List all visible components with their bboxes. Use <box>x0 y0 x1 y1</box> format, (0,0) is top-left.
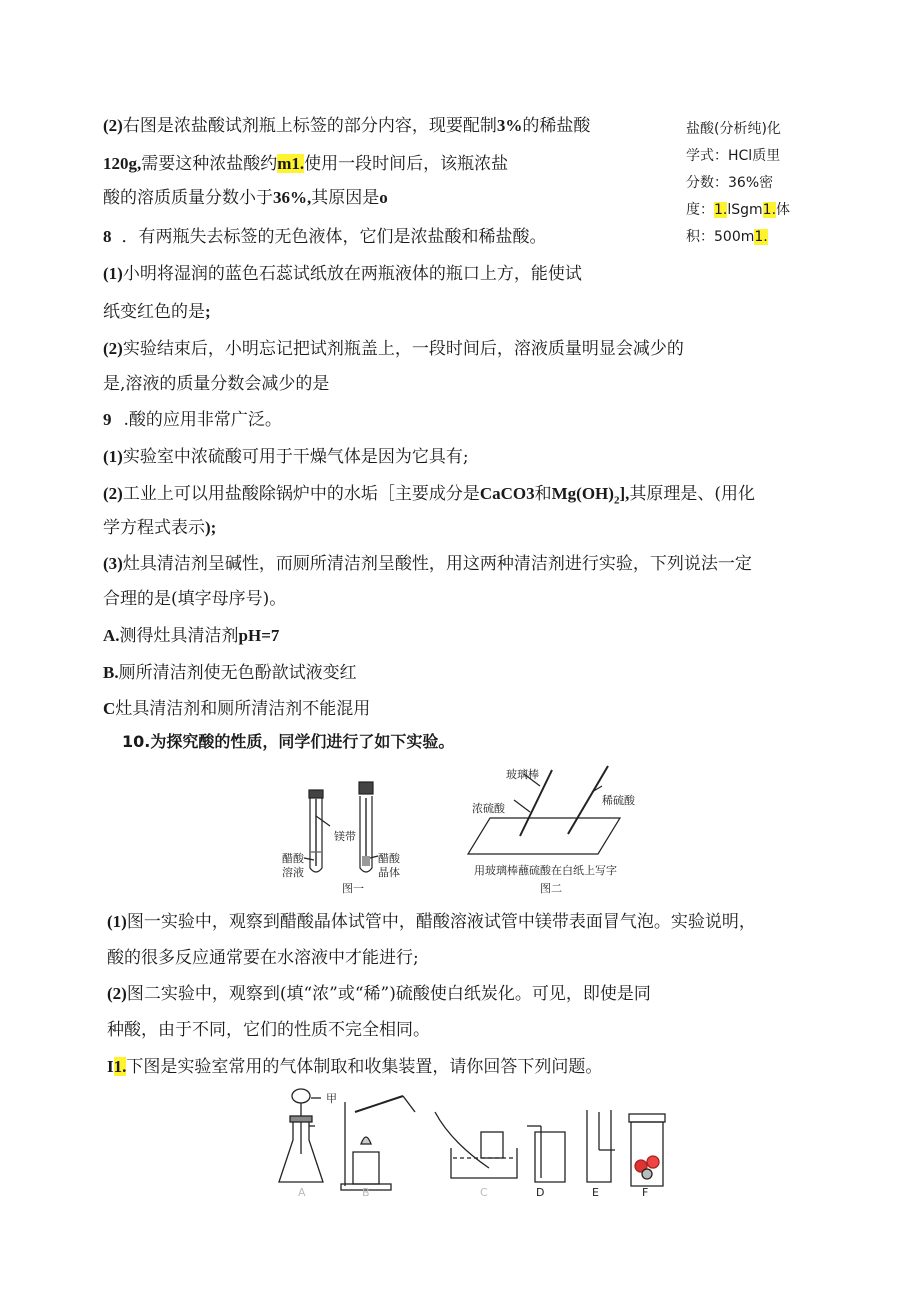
q11-stem <box>107 1055 602 1079</box>
apparatus-f-jar <box>629 1114 665 1186</box>
q9-p2-cont: 学方程式表示 <box>103 518 205 538</box>
q9-subscript: 2 <box>613 494 620 507</box>
q8-number: 8 <box>103 227 112 246</box>
label-volume-hl: 1. <box>754 229 768 245</box>
fig1-label-mg: 镁带 <box>334 830 356 843</box>
q9-option-a <box>103 624 279 648</box>
fig1-label-right-2: 晶体 <box>378 866 400 879</box>
label-line-1: 盐酸(分析纯)化 <box>686 121 781 137</box>
q9-formula-mgoh: Mg(OH) <box>551 484 614 503</box>
label-density-hl-2: 1. <box>762 202 777 218</box>
q9-option-c-letter: C <box>103 699 116 718</box>
q11-text: 下图是实验室常用的气体制取和收集装置，请你回答下列问题。 <box>126 1057 603 1077</box>
q9-p3-text: 灶具清洁剂呈碱性，而厕所清洁剂呈酸性，用这两种清洁剂进行实验，下列说法一定 <box>122 554 752 574</box>
label-line-5 <box>686 224 796 251</box>
q9-bracket-close: ], <box>619 484 630 503</box>
fig1-caption: 图一 <box>342 882 364 895</box>
q7-text-2-tail: 使用一段时间后，该瓶浓盐 <box>304 154 509 174</box>
q9-option-b-letter: B. <box>103 663 119 682</box>
q9-option-a-value: pH=7 <box>238 626 280 645</box>
q8-part-1 <box>103 262 582 286</box>
q8-p1-text: 小明将湿润的蓝色石蕊试纸放在两瓶液体的瓶口上方，能使试 <box>122 264 582 284</box>
q7-text: 右图是浓盐酸试剂瓶上标签的部分内容，现要配制 <box>122 116 497 136</box>
q9-p1-text: 实验室中浓硫酸可用于干燥气体是因为它具有; <box>122 447 469 467</box>
apparatus-d-bottle <box>527 1126 565 1182</box>
q9-option-a-text: 测得灶具清洁剂 <box>119 626 239 646</box>
q8-p2-number: (2) <box>103 339 123 358</box>
apparatus-label-d: D <box>536 1186 545 1199</box>
q9-number: 9 <box>103 410 112 429</box>
q9-option-a-letter: A. <box>103 626 120 645</box>
apparatus-label-a: A <box>298 1186 306 1199</box>
q11-number-highlight: 1. <box>113 1057 127 1076</box>
fig2-label-conc: 浓硫酸 <box>472 802 505 815</box>
q8-p2-text: 实验结束后，小明忘记把试剂瓶盖上，一段时间后，溶液质量明显会减少的 <box>122 339 684 359</box>
q7-percent: 3% <box>496 116 523 135</box>
q10-heading: 10.为探究酸的性质，同学们进行了如下实验。 <box>122 732 455 751</box>
label-line-3: 分数：36%密 <box>686 175 774 191</box>
apparatus-c-trough <box>435 1112 517 1178</box>
q8-p1-cont: 纸变红色的是 <box>103 302 205 322</box>
left-tube-stopper <box>309 790 323 798</box>
fig2-label-rod: 玻璃棒 <box>506 768 539 781</box>
q8-p2-cont: 是,溶液的质量分数会减少的是 <box>103 374 330 394</box>
q7-text-tail: 的稀盐酸 <box>522 116 591 136</box>
q9-part-2 <box>103 482 755 512</box>
q9-part-2-cont <box>103 516 216 540</box>
fig2-label-dil: 稀硫酸 <box>602 794 635 807</box>
q9-p2-text: 工业上可以用盐酸除锅炉中的水垢［主要成分是 <box>122 484 480 504</box>
white-paper <box>468 818 620 854</box>
apparatus-label-b: B <box>362 1186 370 1199</box>
q10-p1-number: (1) <box>107 912 127 931</box>
apparatus-label-e: E <box>592 1186 599 1199</box>
label-volume-prefix: 积：500m <box>686 229 755 245</box>
label-line-4 <box>686 197 796 224</box>
label-density-hl-1: 1. <box>714 202 728 218</box>
q9-option-c-text: 灶具清洁剂和厕所清洁剂不能混用 <box>115 699 371 719</box>
q7-mass: 120g, <box>103 154 142 173</box>
apparatus-b-heating <box>341 1096 415 1190</box>
q10-p1-text: 图一实验中，观察到醋酸晶体试管中，醋酸溶液试管中镁带表面冒气泡。实验说明， <box>126 912 756 932</box>
q9-formula-caco3: CaCO3 <box>479 484 535 503</box>
q7-unit-highlight: m1. <box>277 154 305 173</box>
q10-p1-cont: 酸的很多反应通常要在水溶液中才能进行; <box>107 948 419 968</box>
q9-p2-number: (2) <box>103 484 123 503</box>
q9-part-3 <box>103 552 752 576</box>
label-density-suffix: 体 <box>776 202 791 218</box>
q9-stem <box>103 408 282 432</box>
q7-end-mark: o <box>379 188 388 207</box>
q7-text-3-tail: 其原因是 <box>311 188 380 208</box>
q9-option-b <box>103 661 357 685</box>
q9-and: 和 <box>534 484 552 504</box>
fig1-label-right-1: 醋酸 <box>378 852 400 865</box>
q8-p1-number: (1) <box>103 264 123 283</box>
q8-p1-end: ; <box>205 302 211 321</box>
apparatus-label-jia: 甲 <box>326 1092 337 1105</box>
q9-p2-tail: 其原理是、(用化 <box>629 484 755 504</box>
q8-part-2-cont <box>103 372 329 396</box>
q10-p2-cont: 种酸，由于不同，它们的性质不完全相同。 <box>107 1020 430 1040</box>
q11-number: I <box>107 1057 114 1076</box>
q9-p1-number: (1) <box>103 447 123 466</box>
apparatus-a-flask <box>279 1089 323 1182</box>
apparatus-label-f: F <box>642 1186 649 1199</box>
label-line-2: 学式：HCl质里 <box>686 148 781 164</box>
q8-part-2 <box>103 337 684 361</box>
q7-line-3 <box>103 186 388 210</box>
q9-option-c <box>103 697 370 721</box>
acetic-crystals <box>362 856 370 866</box>
q9-p2-cont-end: ); <box>205 518 217 537</box>
q8-stem <box>103 225 547 249</box>
fig2-caption: 图二 <box>540 882 562 895</box>
q7-text-3: 酸的溶质质量分数小于 <box>103 188 273 208</box>
q10-part-2 <box>107 982 651 1006</box>
q9-option-b-text: 厕所清洁剂使无色酚歆试液变红 <box>118 663 357 683</box>
reagent-label <box>686 116 796 251</box>
apparatus-e-bottle <box>587 1110 615 1182</box>
apparatus-label-c: C <box>480 1186 488 1199</box>
label-density-prefix: 度： <box>686 202 714 218</box>
right-tube-stopper <box>359 782 373 794</box>
fig1-label-left-2: 溶液 <box>282 866 304 879</box>
q10-p2-number: (2) <box>107 984 127 1003</box>
q10-p2-text: 图二实验中，观察到(填“浓”或“稀”)硫酸使白纸炭化。可见，即使是同 <box>126 984 651 1004</box>
q10-part-1 <box>107 910 756 934</box>
label-density-mid: lSgm <box>727 202 763 218</box>
q7-text-2: 需要这种浓盐酸约 <box>141 154 278 174</box>
q7-percent-2: 36%, <box>273 188 312 207</box>
q7-line-1 <box>103 114 590 138</box>
q7-line-2 <box>103 152 508 176</box>
q9-part-1 <box>103 445 469 469</box>
q9-part-3-cont <box>103 587 286 611</box>
q10-part-1-cont <box>107 946 419 970</box>
q8-part-1-cont <box>103 300 211 324</box>
fig2-description: 用玻璃棒蘸硫酸在白纸上写字 <box>474 864 617 877</box>
q9-p3-cont: 合理的是(填字母序号)。 <box>103 589 287 609</box>
q7-part-number: (2) <box>103 116 123 135</box>
q10-part-2-cont <box>107 1018 430 1042</box>
q8-text: ．有两瓶失去标签的无色液体，它们是浓盐酸和稀盐酸。 <box>121 227 547 247</box>
q9-text: .酸的应用非常广泛。 <box>123 410 282 430</box>
fig1-label-left-1: 醋酸 <box>282 852 304 865</box>
q9-p3-number: (3) <box>103 554 123 573</box>
